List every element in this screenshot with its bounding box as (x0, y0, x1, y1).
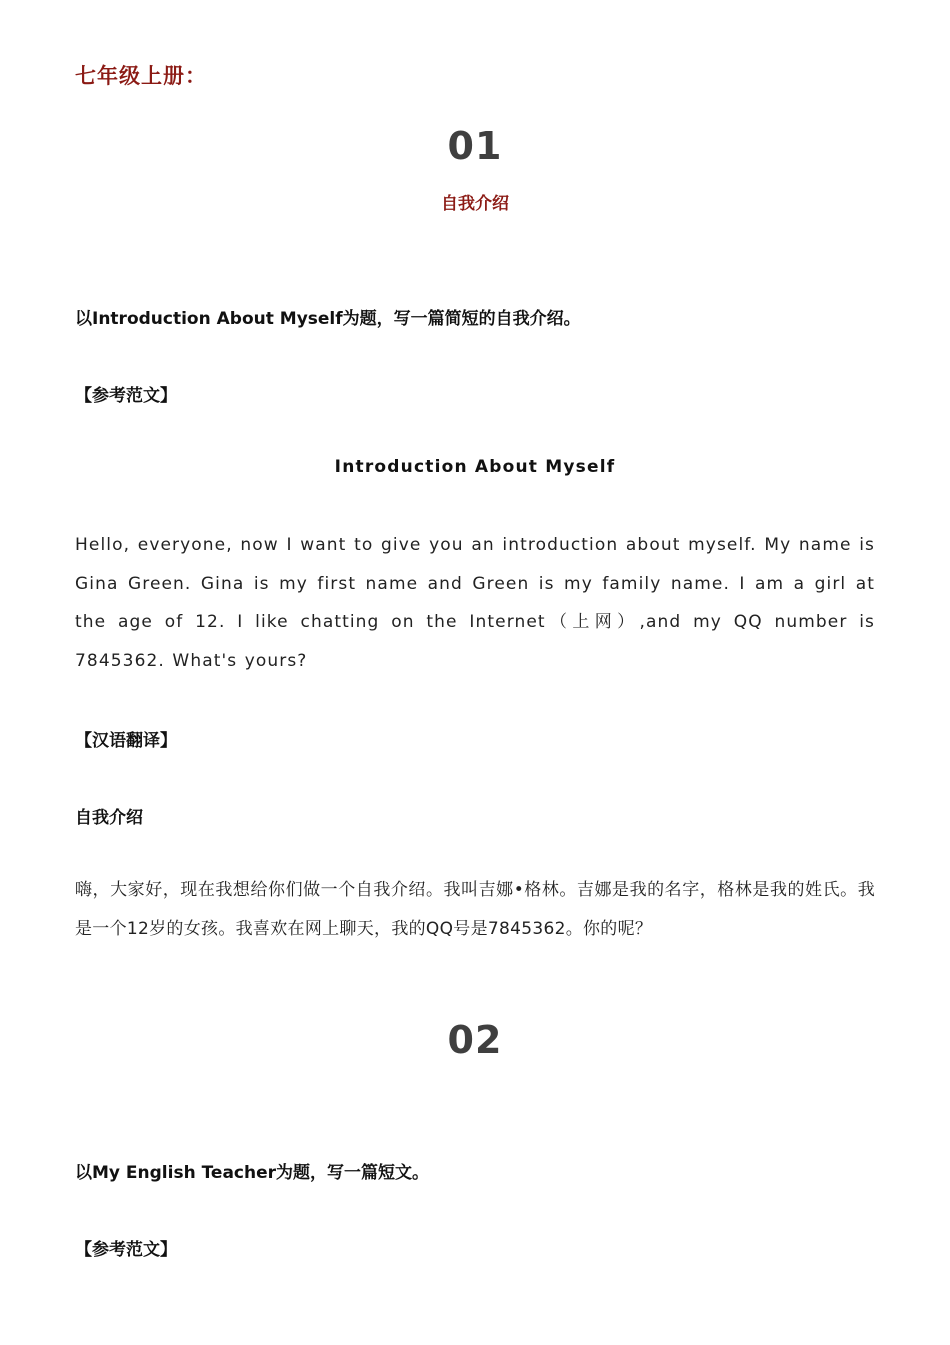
translation-title: 自我介绍 (75, 808, 143, 828)
translation-body: 嗨，大家好，现在我想给你们做一个自我介绍。我叫吉娜•格林。吉娜是我的名字，格林是我的姓氏。我是一个12岁的女孩。我喜欢在网上聊天，我的QQ号是7845362。你的呢？ (75, 880, 875, 939)
writing-prompt: 以My English Teacher为题，写一篇短文。 (75, 1163, 430, 1183)
reference-essay-label: 【参考范文】 (75, 1240, 177, 1260)
essay-title: Introduction About Myself (334, 457, 616, 477)
section-number: 02 (447, 1018, 503, 1062)
grade-heading: 七年级上册： (75, 64, 207, 88)
section-subtitle: 自我介绍 (441, 194, 509, 214)
essay-body: Hello, everyone, now I want to give you an introduction about myself. My name is Gina Green. Gina is my first name and Green is my family name. I am a girl at the age of 12. I like chatting on the Internet（上网）,and my QQ number is 7845362. What's yours? (75, 535, 875, 671)
translation-label: 【汉语翻译】 (75, 731, 177, 751)
section-number: 01 (447, 124, 503, 168)
reference-essay-label: 【参考范文】 (75, 386, 177, 406)
writing-prompt: 以Introduction About Myself为题，写一篇简短的自我介绍。 (75, 309, 581, 329)
